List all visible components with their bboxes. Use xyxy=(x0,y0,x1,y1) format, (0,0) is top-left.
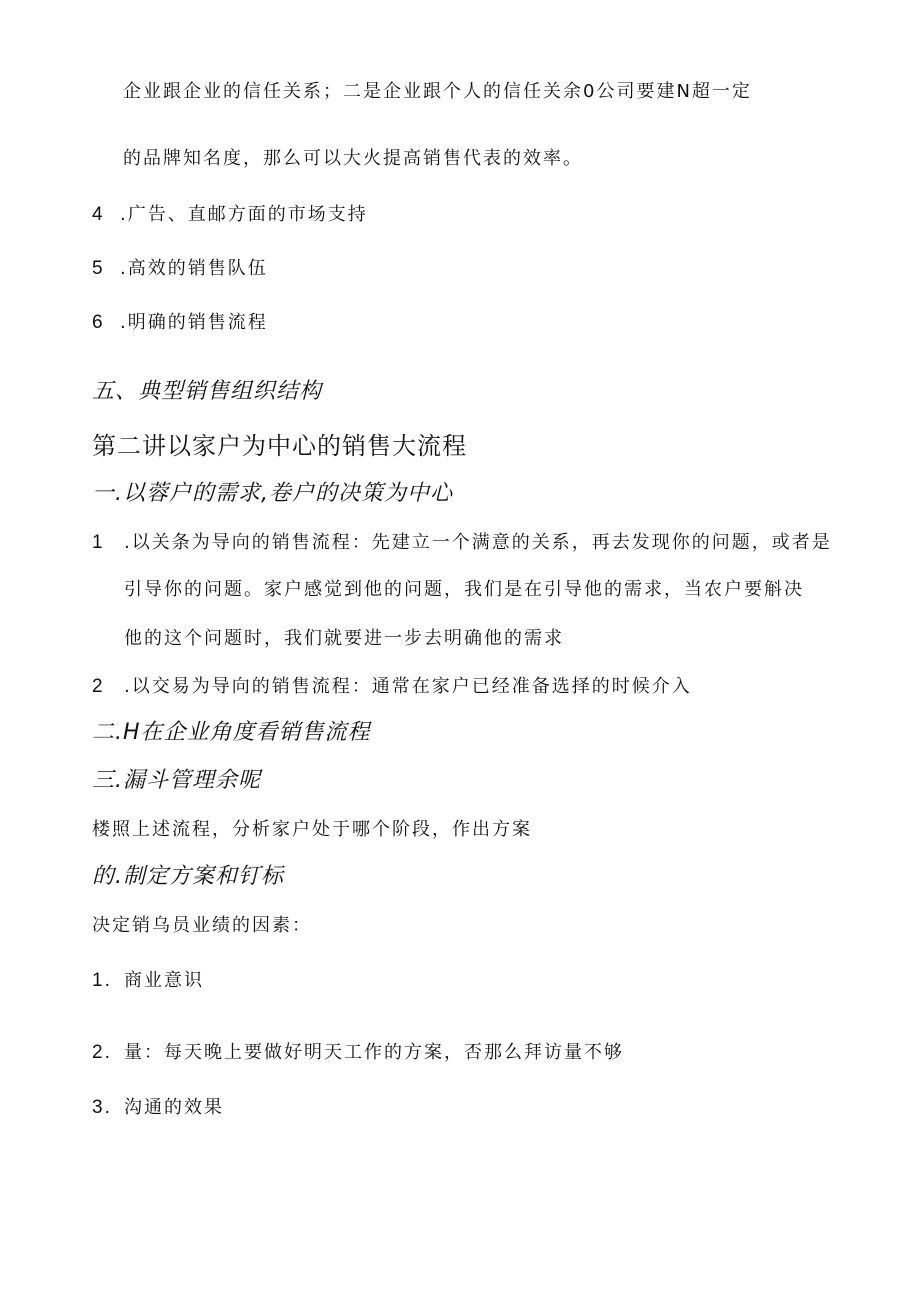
factors-title: 决定销乌员业绩的因素： xyxy=(92,915,312,936)
list-number: 1. xyxy=(92,970,112,991)
list-item-text: .明确的销售流程 xyxy=(120,312,268,333)
paragraph-line: 企业跟企业的信任关系；二是企业跟个人的信任关余0公司要建N超一定 xyxy=(123,81,752,102)
list-item-text: 量：每天晚上要做好明天工作的方案，否那么拜访量不够 xyxy=(124,1042,624,1063)
list-item-text: .以交易为导向的销售流程：通常在家户已经准备选择的时候介入 xyxy=(124,676,692,697)
list-number: 3. xyxy=(92,1097,112,1118)
list-item-text: 沟通的效果 xyxy=(124,1097,224,1118)
list-item xyxy=(92,533,832,552)
list-item-continuation: 引导你的问题。家户感觉到他的问题，我们是在引导他的需求，当农户要斛决 xyxy=(124,579,804,600)
list-item xyxy=(92,677,692,696)
list-item xyxy=(92,313,268,332)
list-item xyxy=(92,1098,224,1117)
list-number: 4 xyxy=(92,204,105,225)
paragraph-line: 的品牌知名度，那么可以大火提高销售代表的效率。 xyxy=(123,148,583,169)
list-item xyxy=(92,205,368,224)
list-item-text: .高效的销售队伍 xyxy=(120,258,268,279)
section-heading: 三.漏斗管理余呢 xyxy=(92,768,261,793)
paragraph-line: 楼照上述流程，分析家户处于哪个阶段，作出方案 xyxy=(92,819,532,840)
list-number: 2. xyxy=(92,1042,112,1063)
list-item xyxy=(92,1043,624,1062)
list-item-continuation: 他的这个问题时，我们就要进一步去明确他的需求 xyxy=(124,628,564,649)
section-heading: 的.制定方案和钉标 xyxy=(92,864,284,889)
list-number: 5 xyxy=(92,258,105,279)
list-item-text: .以关条为导向的销售流程：先建立一个满意的关系，再去发现你的问题，或者是 xyxy=(124,532,832,553)
list-number: 6 xyxy=(92,312,105,333)
section-heading: 五、典型销售组织结构 xyxy=(92,379,323,404)
list-item-text: 商业意识 xyxy=(124,970,204,991)
list-number: 2 xyxy=(92,676,105,697)
section-heading: 一.以蓉户的需求,卷户的决策为中心 xyxy=(92,481,453,506)
list-number: 1 xyxy=(92,532,105,553)
list-item xyxy=(92,259,268,278)
lecture-title: 第二讲以家户为中心的销售大流程 xyxy=(92,432,467,460)
list-item xyxy=(92,971,204,990)
list-item-text: .广告、直邮方面的市场支持 xyxy=(120,204,368,225)
section-heading: 二.H在企业角度看销售流程 xyxy=(92,720,371,745)
